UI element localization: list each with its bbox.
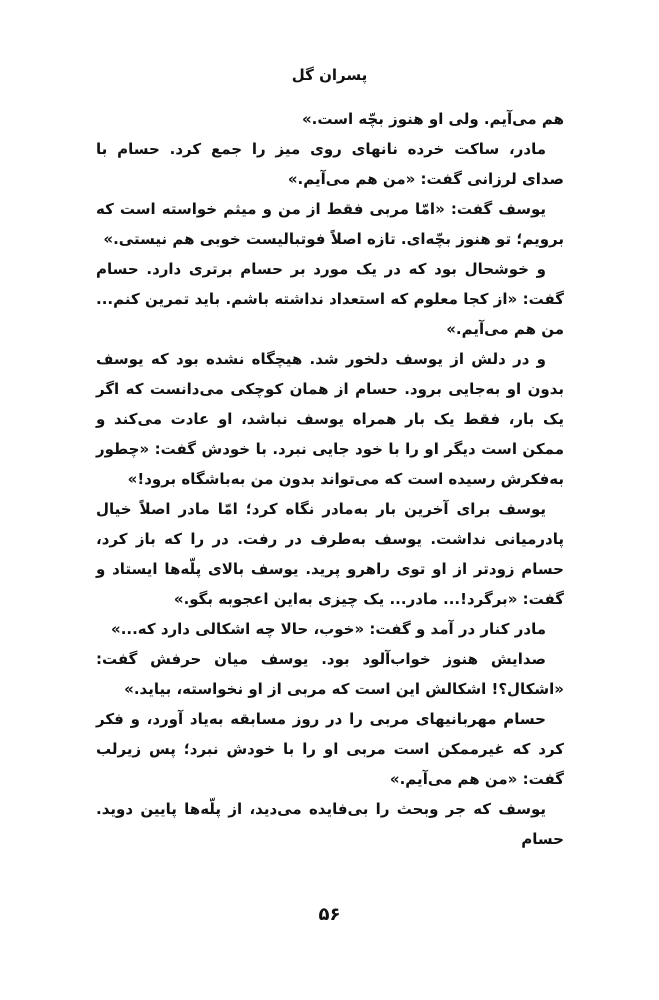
paragraph: یوسف که جر وبحث را بی‌فایده می‌دید، از پلّه‌ها پایین دوید. حسام [96, 800, 564, 848]
paragraph: یوسف گفت: «امّا مربی فقط از من و میثم خواسته است که برویم؛ تو هنوز بچّه‌ای. تازه اصلاً فوتبالیست خوبی هم نیستی.» [96, 200, 564, 248]
running-head: پسران گل [291, 66, 368, 84]
paragraph: صدایش هنوز خواب‌آلود بود. یوسف میان حرفش گفت: «اشکال؟! اشکالش این است که مربی از او نخواسته، بیاید.» [96, 650, 564, 698]
paragraph: هم می‌آیم. ولی او هنوز بچّه است.» [301, 110, 564, 128]
paragraph: مادر، ساکت خرده نانهای روی میز را جمع کرد. حسام با صدای لرزانی گفت: «من هم می‌آیم.» [96, 140, 564, 188]
paragraph: و خوشحال بود که در یک مورد بر حسام برتری دارد. حسام گفت: «از کجا معلوم که استعداد نداشته باشم. باید تمرین کنم... من هم می‌آیم.» [96, 260, 564, 338]
paragraph: حسام مهربانیهای مربی را در روز مسابقه به‌یاد آورد، و فکر کرد که غیرممکن است مربی او را با خودش نبرد؛ پس زیرلب گفت: «من هم می‌آیم.» [96, 710, 564, 788]
page-number: ۵۶ [318, 904, 341, 925]
paragraph: مادر کنار در آمد و گفت: «خوب، حالا چه اشکالی دارد که...» [111, 620, 546, 638]
body-text [96, 104, 564, 854]
paragraph: و در دلش از یوسف دلخور شد. هیچگاه نشده بود که یوسف بدون او به‌جایی برود. حسام از همان کوچکی می‌دانست که اگر یک بار، فقط یک بار همراه یوسف نباشد، او عادت می‌کند و ممکن است دیگر او را با خود جایی نبرد. با خودش گفت: «چطور به‌فکرش رسیده است که می‌تواند بدون من به‌باشگاه برود!» [96, 350, 564, 488]
paragraph: یوسف برای آخرین بار به‌مادر نگاه کرد؛ امّا مادر اصلاً خیال پادرمیانی نداشت. یوسف به‌طرف در رفت. در را که باز کرد، حسام زودتر از او توی راهرو پرید. یوسف بالای پلّه‌ها ایستاد و گفت: «برگرد!... مادر... یک چیزی به‌این اعجوبه بگو.» [96, 500, 564, 608]
